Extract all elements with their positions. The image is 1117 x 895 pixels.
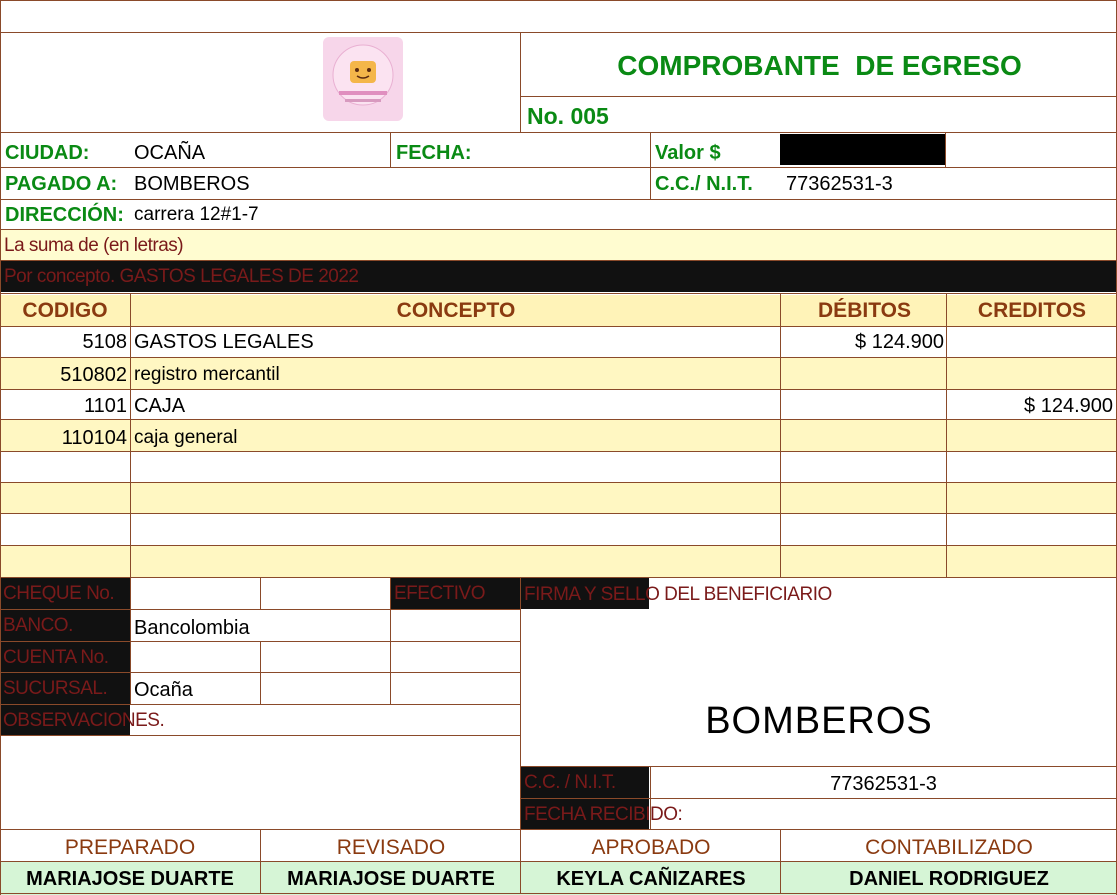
grid-line <box>780 293 781 577</box>
grid-line <box>130 293 131 577</box>
grid-line <box>390 132 391 167</box>
observaciones-label: OBSERVACIONES. <box>3 710 165 731</box>
col-header-codigo: CODIGO <box>22 299 108 322</box>
grid-line <box>0 326 1117 327</box>
row2-concepto: registro mercantil <box>134 364 280 385</box>
grid-line <box>260 577 261 609</box>
banco-label: BANCO. <box>0 610 130 641</box>
fecha-label: FECHA: <box>396 142 472 164</box>
role-revisado: REVISADO <box>336 836 446 859</box>
name-preparado: MARIAJOSE DUARTE <box>26 868 234 890</box>
grid-line <box>0 419 1117 420</box>
grid-line <box>0 735 521 736</box>
pagado-value: BOMBEROS <box>134 173 250 195</box>
name-revisado: MARIAJOSE DUARTE <box>287 868 495 890</box>
grid-line <box>0 0 1 895</box>
sucursal-value: Ocaña <box>134 679 193 701</box>
grid-line <box>521 766 1117 767</box>
grid-line <box>260 829 261 893</box>
grid-line <box>390 577 391 704</box>
name-contabilizado: DANIEL RODRIGUEZ <box>849 868 1049 890</box>
grid-line <box>130 577 131 704</box>
grid-line <box>0 0 1117 1</box>
grid-line <box>780 829 781 893</box>
beneficiary-nit-value: 77362531-3 <box>830 773 937 795</box>
cuenta-label: CUENTA No. <box>0 642 130 673</box>
ciudad-value: OCAÑA <box>134 142 206 164</box>
redacted-value <box>780 134 945 165</box>
pagado-label: PAGADO A: <box>5 173 118 195</box>
row3-creditos: $ 124.900 <box>1024 395 1113 417</box>
ciudad-label: CIUDAD: <box>5 142 90 164</box>
grid-line <box>0 577 1117 578</box>
concepto-line: Por concepto. GASTOS LEGALES DE 2022 <box>4 266 359 287</box>
row4-codigo: 110104 <box>61 427 127 449</box>
grid-line <box>0 861 1117 862</box>
grid-line <box>0 32 1117 33</box>
grid-line <box>946 293 947 577</box>
grid-line <box>650 132 651 199</box>
cheque-label: CHEQUE No. <box>0 578 130 609</box>
role-contabilizado: CONTABILIZADO <box>865 836 1033 859</box>
suma-label: La suma de (en letras) <box>4 235 184 256</box>
grid-line <box>0 513 1117 514</box>
row-bg-6 <box>0 482 1117 513</box>
bakery-logo-icon <box>323 37 403 121</box>
grid-line <box>521 96 1117 97</box>
role-aprobado: APROBADO <box>591 836 711 859</box>
firma-label: FIRMA Y SELLO DEL BENEFICIARIO <box>524 584 832 605</box>
col-header-debitos: DÉBITOS <box>818 299 911 322</box>
grid-line <box>0 451 1117 452</box>
grid-line <box>0 482 1117 483</box>
grid-line <box>0 167 1117 168</box>
col-header-creditos: CREDITOS <box>977 299 1087 322</box>
beneficiary-name: BOMBEROS <box>705 700 933 742</box>
grid-line <box>0 260 1117 261</box>
grid-line <box>945 132 946 167</box>
row1-codigo: 5108 <box>82 331 127 353</box>
grid-line <box>520 577 521 893</box>
name-aprobado: KEYLA CAÑIZARES <box>556 868 746 890</box>
efectivo-label: EFECTIVO <box>391 578 520 609</box>
grid-line <box>521 798 1117 799</box>
grid-line <box>0 545 1117 546</box>
grid-line <box>260 641 261 704</box>
grid-line <box>0 293 1117 294</box>
row3-codigo: 1101 <box>83 395 127 417</box>
row1-debitos: $ 124.900 <box>855 331 944 353</box>
grid-line <box>520 32 521 132</box>
beneficiary-nit-label: C.C. / N.I.T. <box>521 767 649 798</box>
row2-codigo: 510802 <box>60 364 127 386</box>
document-title: COMPROBANTE DE EGRESO <box>617 50 1022 81</box>
grid-line <box>0 609 521 610</box>
grid-line <box>0 199 1117 200</box>
document-number: No. 005 <box>527 103 609 129</box>
grid-line <box>0 229 1117 230</box>
row4-concepto: caja general <box>134 427 238 448</box>
col-header-concepto: CONCEPTO <box>396 299 516 322</box>
valor-label: Valor $ <box>655 142 721 164</box>
grid-line <box>0 357 1117 358</box>
banco-value: Bancolombia <box>134 617 250 639</box>
grid-line <box>0 893 1117 894</box>
nit-label: C.C./ N.I.T. <box>655 173 753 195</box>
grid-line <box>0 704 521 705</box>
grid-line <box>0 829 1117 830</box>
grid-line <box>0 132 1117 133</box>
role-preparado: PREPARADO <box>64 836 196 859</box>
nit-value: 77362531-3 <box>786 173 893 195</box>
row-bg-8 <box>0 545 1117 577</box>
direccion-value: carrera 12#1-7 <box>134 204 259 225</box>
grid-line <box>650 766 651 829</box>
direccion-label: DIRECCIÓN: <box>5 204 124 226</box>
grid-line <box>0 389 1117 390</box>
row3-concepto: CAJA <box>134 395 186 417</box>
fecha-recibido-label: FECHA RECIBIDO: <box>524 804 683 825</box>
sucursal-label: SUCURSAL. <box>0 673 130 704</box>
row1-concepto: GASTOS LEGALES <box>134 331 314 353</box>
